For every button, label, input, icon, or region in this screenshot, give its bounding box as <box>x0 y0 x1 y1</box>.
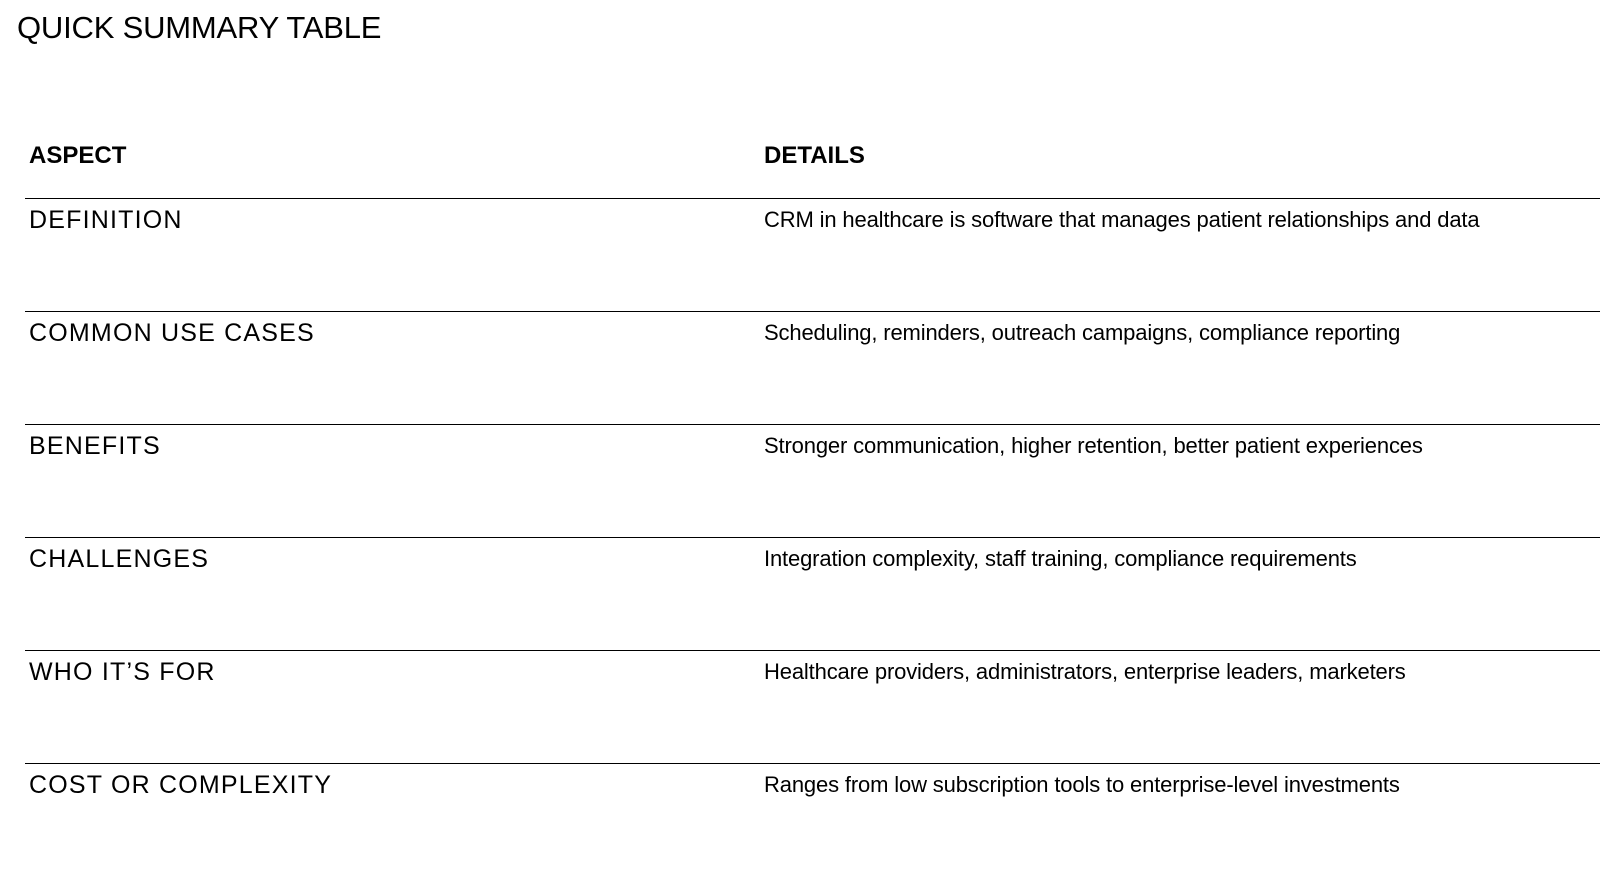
table-row <box>25 312 1600 425</box>
table-row <box>25 538 1600 651</box>
table-row <box>25 425 1600 538</box>
summary-table <box>25 124 1600 877</box>
page-title: QUICK SUMMARY TABLE <box>17 10 382 45</box>
aspect-cell: WHO IT’S FOR <box>29 658 216 686</box>
aspect-cell: CHALLENGES <box>29 545 210 573</box>
details-cell: Integration complexity, staff training, compliance requirements <box>764 546 1357 571</box>
details-cell: CRM in healthcare is software that manages patient relationships and data <box>764 207 1480 232</box>
aspect-cell: COMMON USE CASES <box>29 319 315 347</box>
aspect-cell: DEFINITION <box>29 206 183 234</box>
table-row <box>25 199 1600 312</box>
column-header-aspect: ASPECT <box>29 142 127 169</box>
table-header-row <box>25 124 1600 199</box>
table-row <box>25 764 1600 877</box>
details-cell: Scheduling, reminders, outreach campaigns, compliance reporting <box>764 320 1401 345</box>
aspect-cell: BENEFITS <box>29 432 161 460</box>
table-row <box>25 651 1600 764</box>
column-header-details: DETAILS <box>764 142 865 169</box>
aspect-cell: COST OR COMPLEXITY <box>29 771 333 799</box>
details-cell: Stronger communication, higher retention, better patient experiences <box>764 433 1423 458</box>
details-cell: Healthcare providers, administrators, enterprise leaders, marketers <box>764 659 1406 684</box>
details-cell: Ranges from low subscription tools to enterprise-level investments <box>764 772 1400 797</box>
